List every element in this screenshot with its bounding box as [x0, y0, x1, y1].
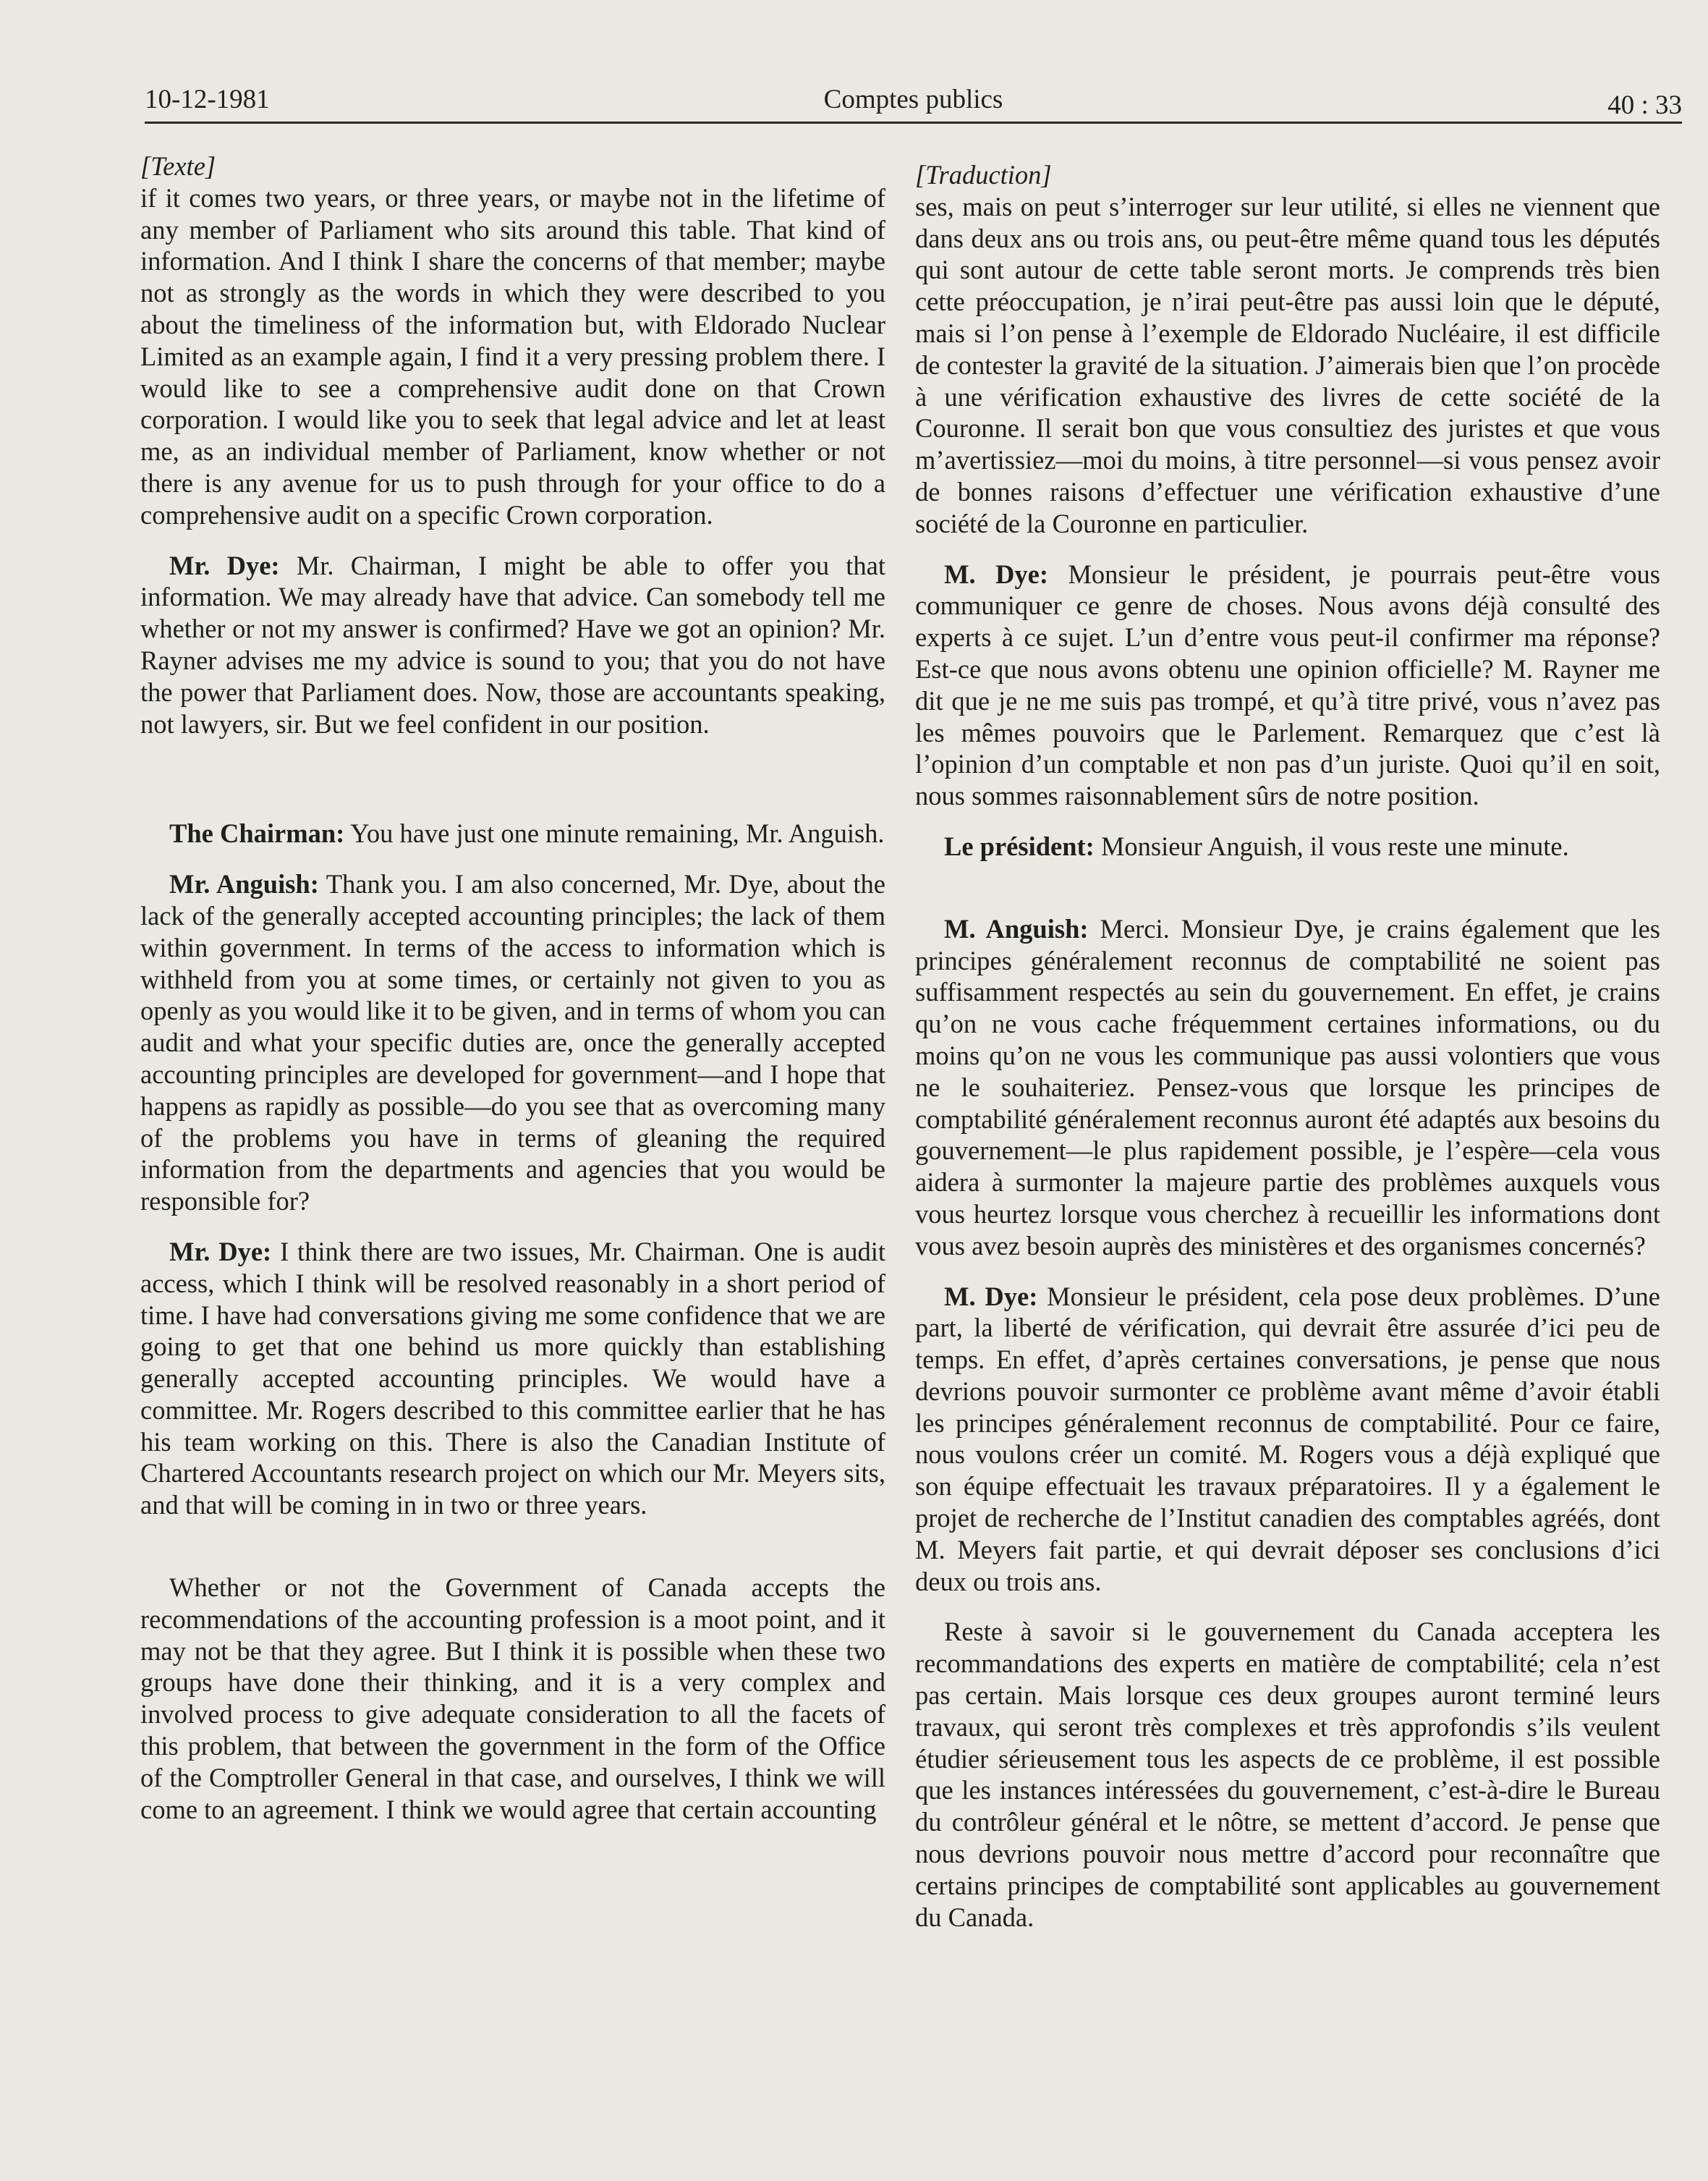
paragraph [915, 831, 1660, 863]
paragraph-text: if it comes two years, or three years, or maybe not in the lifetime of any member of Parliament who sits around this table. That kind of information. And I think I share the concerns of that member; maybe not as strongly as the words in which they were described to you about the timeliness of the information but, with Eldorado Nuclear Limited as an example again, I find it a very pressing problem there. I would like to see a comprehensive audit done on that Crown corporation. I would like you to seek that legal advice and let at least me, as an individual member of Parliament, know whether or not there is any avenue for us to push through for your office to do a comprehensive audit on a specific Crown corporation. [140, 182, 885, 530]
header-page-number: 40 : 33 [1607, 90, 1682, 120]
paragraph [140, 868, 885, 1217]
paragraph-text: Monsieur le président, je pourrais peut-être vous communiquer ce genre de choses. Nous avons déjà consulté des experts à ce sujet. L’un d’entre vous peut-il confirmer ma réponse? Est-ce que nous avons obtenu une opinion officielle? M. Rayner me dit que je ne me suis pas trompé, et qu’à titre privé, vous n’avez pas les mêmes pouvoirs que le Parlement. Remarquez que c’est là l’opinion d’un comptable et non pas d’un juriste. Quoi qu’il en soit, nous sommes raisonnablement sûrs de notre position. [915, 559, 1660, 811]
paragraph [915, 1281, 1660, 1598]
paragraph [140, 1236, 885, 1521]
paragraph [140, 818, 885, 850]
paragraph-text: Mr. Chairman, I might be able to offer you that information. We may already have that advice. Can somebody tell me whether or not my answer is confirmed? Have we got an opinion? Mr. Rayner advises me my advice is sound to you; that you do not have the power that Parliament does. Now, those are accountants speaking, not lawyers, sir. But we feel confident in our position. [140, 550, 886, 739]
speaker-label: M. Dye: [944, 1281, 1038, 1311]
paragraph-text: ses, mais on peut s’interroger sur leur utilité, si elles ne viennent que dans deux ans ou trois ans, ou peut-être même quand tous les députés qui sont autour de cette table seront morts. Je comprends très bien cette préoccupation, je n’irai peut-être pas aussi loin que le député, mais si l’on pense à l’exemple de Eldorado Nucléaire, il est difficile de contester la gravité de la situation. J’aimerais bien que l’on procède à une vérification exhaustive des livres de cette société de la Couronne. Il serait bon que vous consultiez des juristes et que vous m’avertissiez—moi du moins, à titre personnel—si vous pensez avoir de bonnes raisons d’effectuer une vérification exhaustive d’une société de la Couronne en particulier. [915, 191, 1660, 538]
speaker-label: Mr. Dye: [169, 1236, 272, 1266]
language-label-french: [Traduction] [915, 160, 1052, 190]
paragraph-text: Merci. Monsieur Dye, je crains également que les principes généralement reconnus de comptabilité ne soient pas suffisamment respectés au sein du gouvernement. En effet, je crains qu’on ne vous cache fréquemment certaines informations, ou du moins qu’on ne vous les communique pas aussi volontiers que vous ne le souhaiteriez. Pensez-vous que lorsque les principes de comptabilité généralement reconnus auront été adaptés aux besoins du gouvernement—le plus rapidement possible, je l’espère—cela vous aidera à surmonter la majeure partie des problèmes auxquels vous vous heurtez lorsque vous cherchez à recueillir les informations dont vous avez besoin auprès des ministères et des organismes concernés? [915, 913, 1660, 1261]
paragraph-text: Reste à savoir si le gouvernement du Canada acceptera les recommandations des experts en matière de comptabilité; cela n’est pas certain. Mais lorsque ces deux groupes auront terminé leurs travaux, qui seront très complexes et très approfondis s’ils veulent étudier sérieusement tous les aspects de ce problème, il est possible que les instances intéressées du gouvernement, c’est-à-dire le Bureau du contrôleur général et le nôtre, se mettent d’accord. Je pense que nous devrions pouvoir nous mettre d’accord pour reconnaître que certains principes de comptabilité sont applicables au gouvernement du Canada. [915, 1617, 1660, 1932]
speaker-label: Le président: [944, 831, 1095, 861]
paragraph-text: Monsieur Anguish, il vous reste une minute. [1094, 831, 1569, 861]
speaker-label: The Chairman: [169, 818, 345, 849]
page-header [145, 81, 1682, 124]
paragraph [915, 559, 1660, 812]
speaker-label: Mr. Anguish: [169, 869, 319, 899]
paragraph [915, 913, 1660, 1262]
paragraph-text: You have just one minute remaining, Mr. Anguish. [344, 818, 885, 849]
paragraph [140, 1572, 885, 1825]
paragraph-text: Thank you. I am also concerned, Mr. Dye, about the lack of the generally accepted accounting principles; the lack of them within government. In terms of the access to information which is withheld from you at some times, or certainly not given to you as openly as you would like it to be given, and in terms of whom you can audit and what your specific duties are, once the generally accepted accounting principles are developed for government—and I hope that happens as rapidly as possible—do you see that as overcoming many of the problems you have in terms of gleaning the required information from the departments and agencies that you would be responsible for? [140, 869, 885, 1216]
paragraph [915, 191, 1660, 540]
paragraph [915, 1616, 1660, 1933]
paragraph-text: Whether or not the Government of Canada accepts the recommendations of the accounting profession is a moot point, and it may not be that they agree. But I think it is possible when these two groups have done their thinking, and it is a very complex and involved process to give adequate consideration to all the facets of this problem, that between the government in the form of the Office of the Comptroller General in that case, and ourselves, I think we will come to an agreement. I think we would agree that certain accounting [140, 1572, 885, 1824]
paragraph-text: Monsieur le président, cela pose deux problèmes. D’une part, la liberté de vérification, qui devrait être assurée d’ici peu de temps. En effet, d’après certaines conversations, je pense que nous devrions pouvoir surmonter ce problème avant même d’avoir établi les principes généralement reconnus de comptabilité. Pour ce faire, nous voulons créer un comité. M. Rogers vous a déjà expliqué que son équipe effectuait les travaux préparatoires. Il y a également le projet de recherche de l’Institut canadien des comptables agréés, dont M. Meyers fait partie, et qui devrait déposer ses conclusions d’ici deux ou trois ans. [915, 1281, 1660, 1596]
header-title: Comptes publics [823, 85, 1003, 114]
header-date: 10-12-1981 [145, 85, 270, 114]
paragraph-text: I think there are two issues, Mr. Chairman. One is audit access, which I think will be resolved reasonably in a short period of time. I have had conversations giving me some confidence that we are going to get that one behind us more quickly than establishing generally accepted accounting principles. We would have a committee. Mr. Rogers described to this committee earlier that he has his team working on this. There is also the Canadian Institute of Chartered Accountants research project on which our Mr. Meyers sits, and that will be coming in in two or three years. [140, 1236, 885, 1520]
speaker-label: M. Dye: [944, 559, 1049, 589]
language-label-english: [Texte] [140, 151, 216, 181]
english-column [140, 151, 885, 1825]
speaker-label: M. Anguish: [944, 913, 1089, 944]
paragraph [140, 550, 885, 740]
speaker-label: Mr. Dye: [169, 550, 280, 580]
paragraph [140, 182, 885, 531]
french-column [915, 159, 1660, 1933]
